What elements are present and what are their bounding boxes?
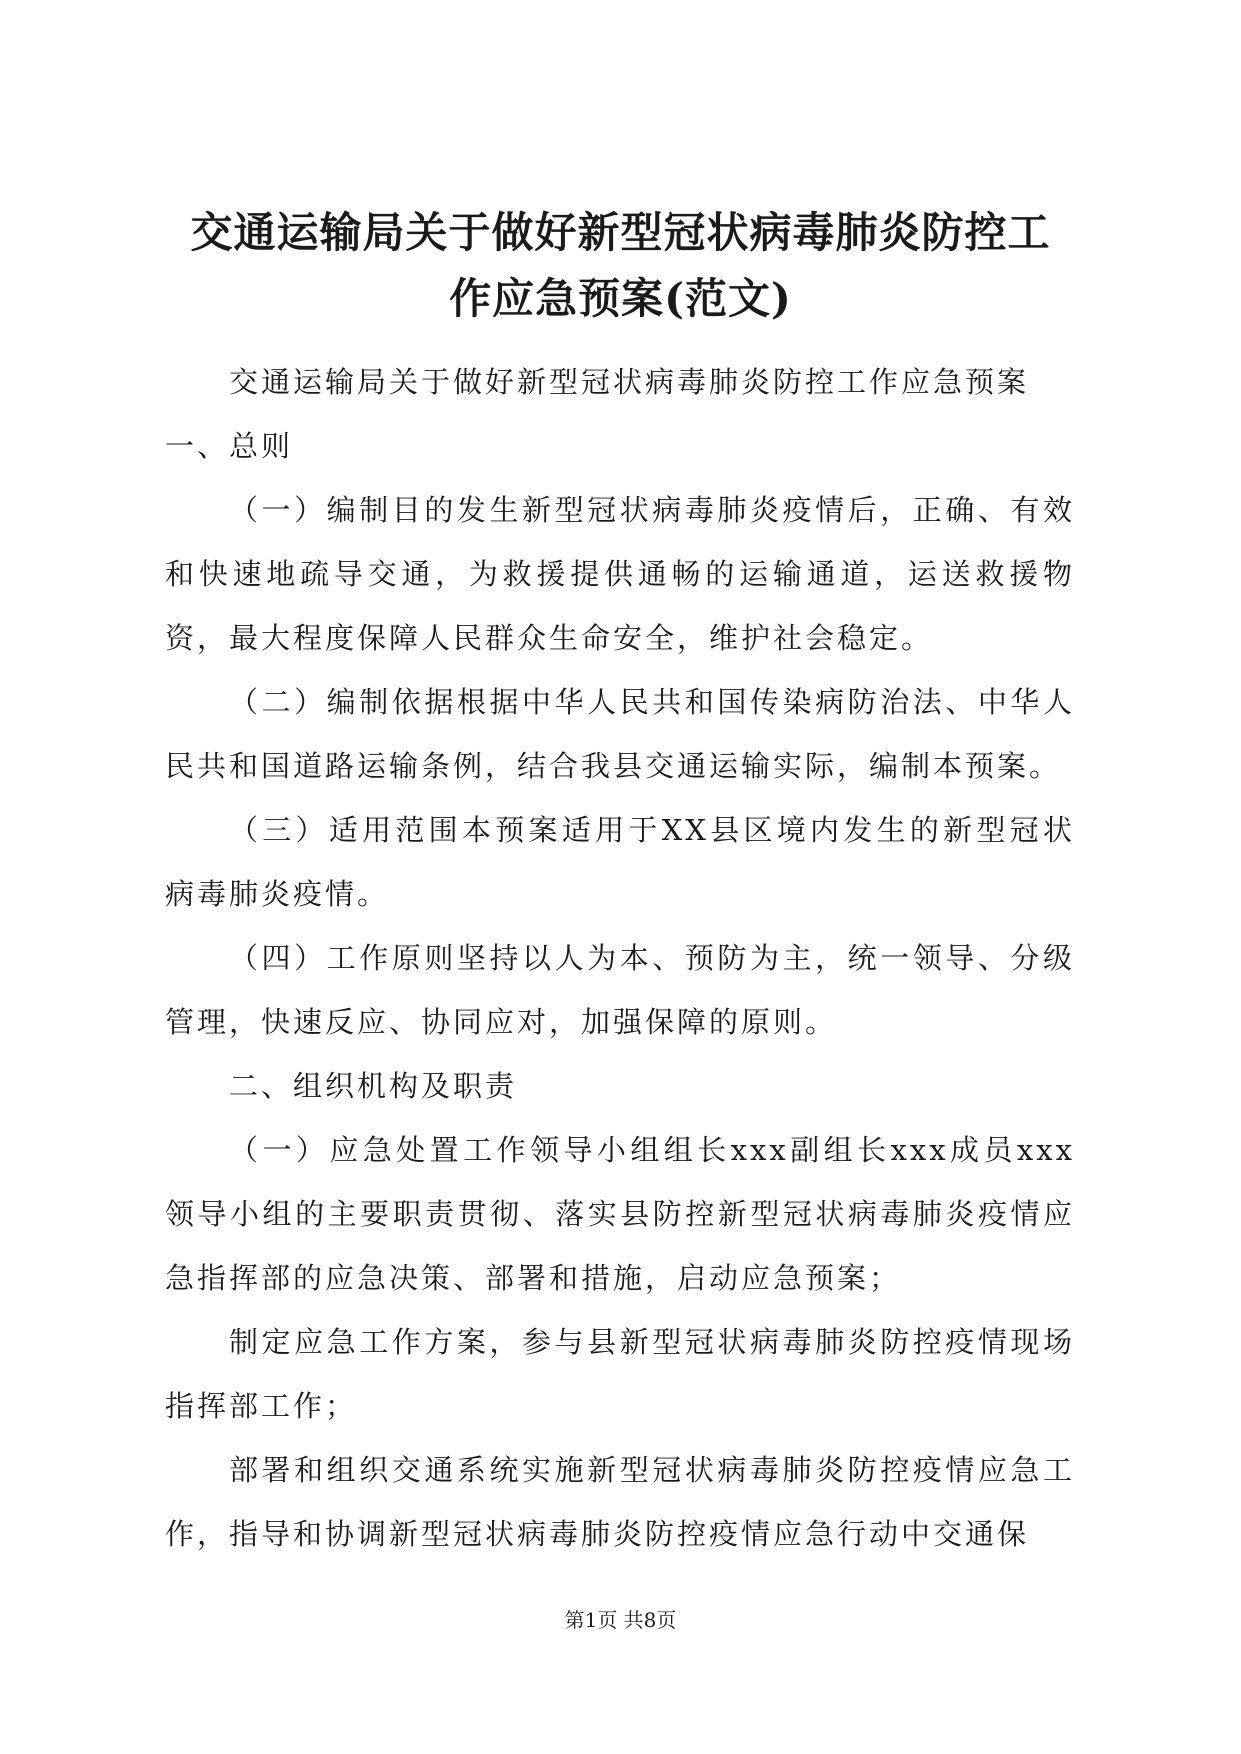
- title-line-1: 交通运输局关于做好新型冠状病毒肺炎防控工: [190, 208, 1051, 257]
- page-number-footer: 第1页 共8页: [564, 1608, 677, 1632]
- document-title: [150, 200, 1091, 332]
- section-heading-organization: 二、组织机构及职责: [229, 1069, 518, 1103]
- paragraph-purpose: （一）编制目的发生新型冠状病毒肺炎疫情后，正确、有效和快速地疏导交通，为救援提供通畅的运输通道，运送救援物资，最大程度保障人民群众生命安全，维护社会稳定。: [165, 493, 1075, 655]
- paragraph-scope: （三）适用范围本预案适用于XX县区境内发生的新型冠状病毒肺炎疫情。: [165, 813, 1075, 911]
- paragraph-basis: （二）编制依据根据中华人民共和国传染病防治法、中华人民共和国道路运输条例，结合我县交通运输实际，编制本预案。: [165, 685, 1075, 783]
- document-body: [165, 350, 1075, 1566]
- paragraph-intro: 交通运输局关于做好新型冠状病毒肺炎防控工作应急预案: [229, 365, 1030, 399]
- title-line-2: 作应急预案(范文): [449, 274, 792, 323]
- paragraph-plan: 制定应急工作方案，参与县新型冠状病毒肺炎防控疫情现场指挥部工作；: [165, 1325, 1075, 1423]
- paragraph-deploy: 部署和组织交通系统实施新型冠状病毒肺炎防控疫情应急工作，指导和协调新型冠状病毒肺炎防控疫情应急行动中交通保: [165, 1453, 1075, 1551]
- paragraph-leading-group: （一）应急处置工作领导小组组长xxx副组长xxx成员xxx领导小组的主要职责贯彻、落实县防控新型冠状病毒肺炎疫情应急指挥部的应急决策、部署和措施，启动应急预案；: [165, 1133, 1075, 1295]
- section-heading-general: 一、总则: [165, 429, 294, 463]
- paragraph-principles: （四）工作原则坚持以人为本、预防为主，统一领导、分级管理，快速反应、协同应对，加强保障的原则。: [165, 941, 1075, 1039]
